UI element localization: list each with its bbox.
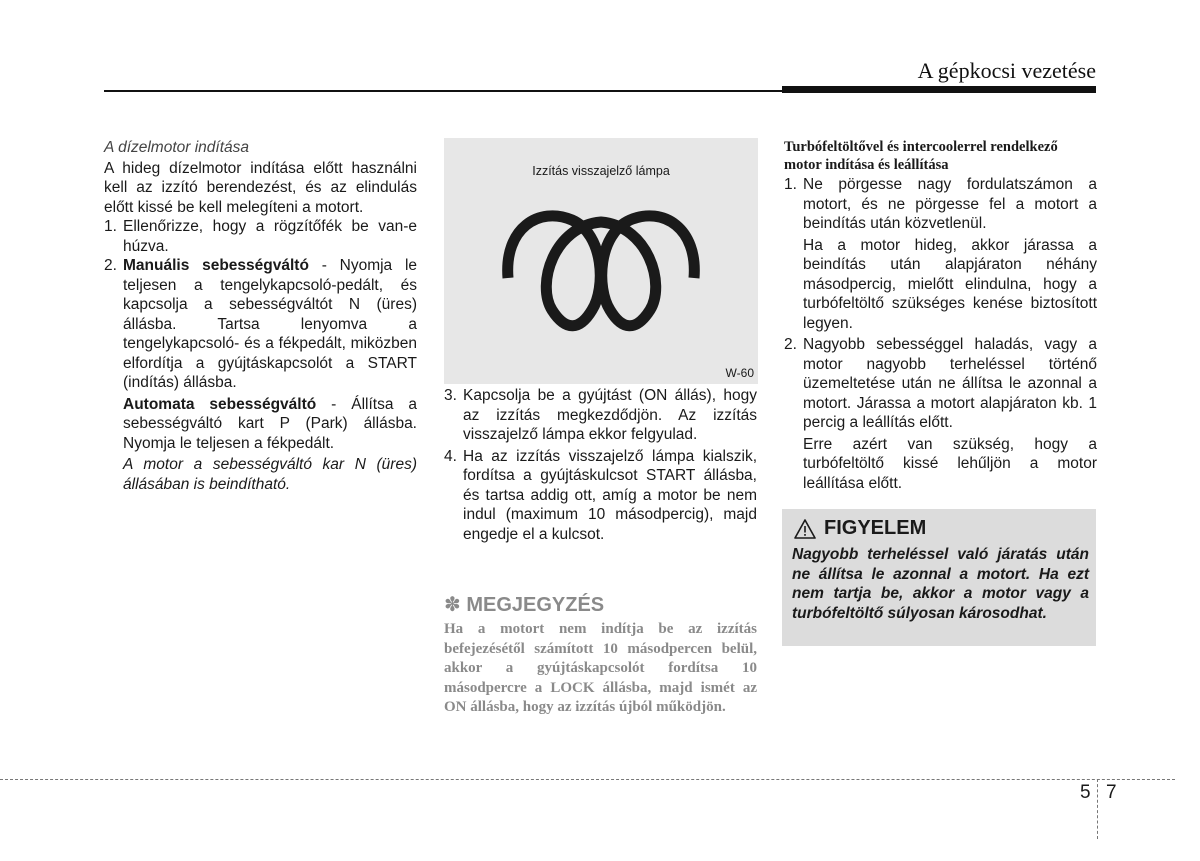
indicator-figure [444, 138, 758, 384]
item-text: - Állítsa a sebességváltó kart P (Park) állásba. Nyomja le teljesen a fékpedált. [123, 395, 417, 452]
item-number: 2. [784, 336, 797, 353]
list-item [104, 256, 417, 393]
note-title-text: MEGJEGYZÉS [466, 594, 605, 616]
turbo-steps-list [784, 175, 1097, 234]
footer-dashed-line [0, 779, 1175, 780]
item-number: 4. [444, 447, 457, 465]
chapter-number: 5 [1080, 782, 1091, 803]
section-title: A dízelmotor indítása [104, 139, 250, 156]
item-number: 3. [444, 387, 457, 404]
warning-box [782, 509, 1096, 646]
italic-note: A motor a sebességváltó kar N (üres) állásában is beindítható. [123, 456, 417, 493]
warning-triangle-icon [794, 519, 816, 539]
figure-code: W-60 [725, 366, 754, 380]
manual-gearbox-label: Manuális sebességváltó [123, 257, 309, 274]
column-right [784, 138, 1097, 493]
intro-paragraph: A hideg dízelmotor indítása előtt használni kell az izzító berendezést, és az elindulás előtt kissé be kell melegíteni a motort. [104, 159, 417, 216]
item-number: 2. [104, 257, 117, 274]
warning-title: FIGYELEM [824, 517, 927, 540]
warning-heading [794, 517, 926, 540]
item-text: Ha az izzítás visszajelző lámpa kialszik, fordítsa a gyújtáskulcsot START állásba, és tartsa addig ott, amíg a motor be nem indul (maximum 10 másodpercig), majd engedje el a kulcsot. [463, 447, 757, 543]
list-item [784, 335, 1097, 433]
item-text: Kapcsolja be a gyújtást (ON állás), hogy az izzítás megkezdődjön. Az izzítás visszajelző lámpa ekkor felgyulad. [463, 387, 757, 443]
item-text: - Nyomja le teljesen a tengelykapcsoló-pedált, és kapcsolja a sebességváltót N (üres) állásba. Tartsa lenyomva a tengelykapcsoló- és a fékpedált, miközben elfordítja a gyújtáskapcsolót a START (indítás) állásba. [123, 257, 418, 391]
note-title [444, 592, 604, 617]
steps-list [104, 217, 417, 393]
item-number: 1. [784, 176, 797, 193]
list-item [444, 447, 757, 545]
item-text: Ne pörgesse nagy fordulatszámon a motort, és ne pörgesse fel a motort a beindítás után közvetlenül. [803, 176, 1097, 232]
item-extra-paragraph: Erre azért van szükség, hogy a turbófeltöltő kissé lehűljön a motor leállítása előtt. [803, 435, 1097, 492]
item-number: 1. [104, 218, 117, 235]
automatic-gearbox-label: Automata sebességváltó [123, 395, 317, 413]
header-rule [104, 90, 782, 92]
list-item [104, 217, 417, 256]
note-body: Ha a motort nem indítja be az izzítás befejezésétől számított 10 másodpercen belül, akkor a gyújtáskapcsolót fordítsa 10 másodpercre a LOCK állásba, majd ismét az ON állásba, hogy az izzítás újból működjön. [444, 621, 757, 715]
column-middle [444, 386, 757, 544]
item-text: Nagyobb sebességgel haladás, vagy a motor nagyobb terheléssel történő üzemeltetése után ne állítsa le azonnal a motort. Járassa a motort alapjáraton kb. 1 percig a leállítás előtt. [803, 336, 1097, 431]
list-item [444, 386, 757, 445]
turbo-steps-list-2 [784, 335, 1097, 433]
item-extra-paragraph: Ha a motor hideg, akkor járassa a beindítás után alapjáraton néhány másodpercig, mielőtt elindulna, hogy a turbófeltöltő szükséges kenése biztosított legyen. [803, 236, 1097, 332]
page-header-title: A gépkocsi vezetése [917, 58, 1096, 83]
automatic-gearbox-paragraph [104, 395, 417, 454]
steps-list-continued [444, 386, 757, 544]
glow-plug-indicator-icon [494, 198, 708, 338]
note-asterisk-icon: ✽ [444, 594, 461, 616]
turbo-section-heading: Turbófeltöltővel és intercoolerrel rendelkező motor indítása és leállítása [784, 139, 1058, 173]
list-item [784, 175, 1097, 234]
footer-dashed-divider [1097, 779, 1098, 839]
figure-caption: Izzítás visszajelző lámpa [532, 164, 670, 178]
item-text: Ellenőrizze, hogy a rögzítőfék be van-e húzva. [123, 218, 417, 255]
column-left [104, 138, 417, 494]
page-number: 7 [1106, 782, 1117, 803]
header-rule-thick [782, 86, 1096, 93]
warning-body: Nagyobb terheléssel való járatás után ne állítsa le azonnal a motort. Ha ezt nem tartja be, akkor a motor vagy a turbófeltöltő súlyosan károsodhat. [792, 546, 1089, 622]
